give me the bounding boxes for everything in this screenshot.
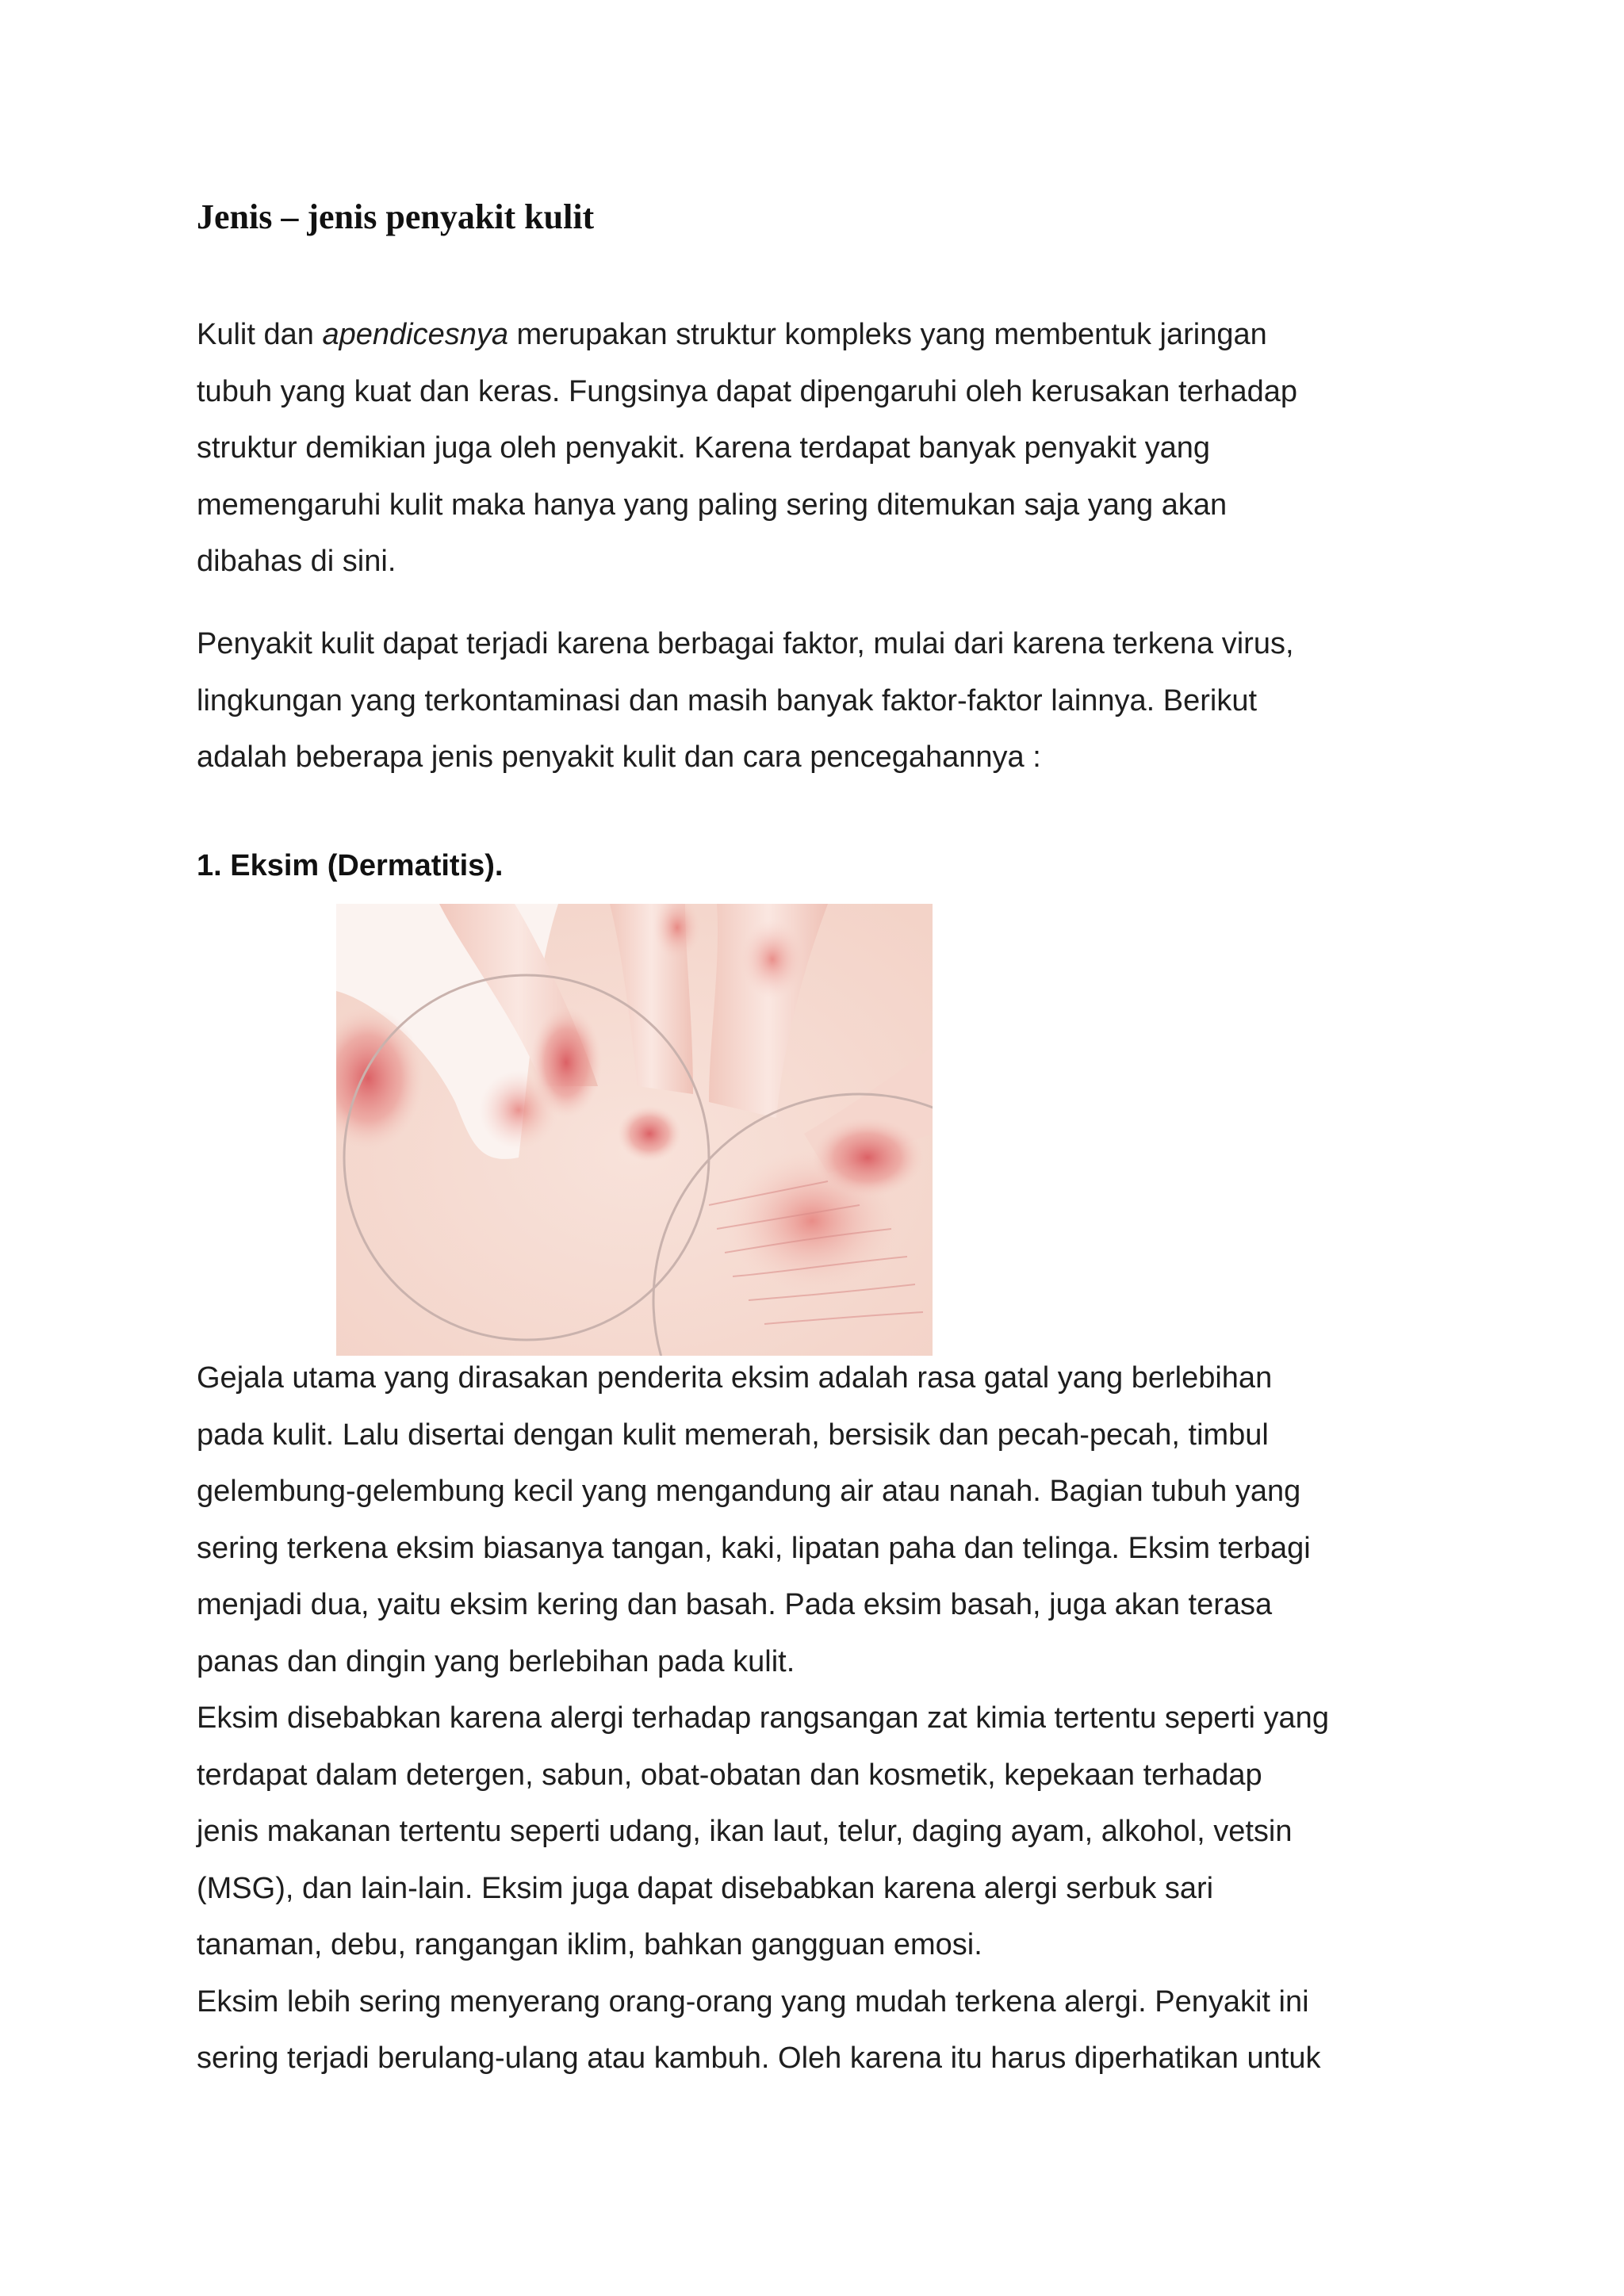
causes-line: Penyakit kulit dapat terjadi karena berbagai faktor, mulai dari karena terkena virus, xyxy=(197,627,1294,660)
causes-line: lingkungan yang terkontaminasi dan masih banyak faktor-faktor lainnya. Berikut xyxy=(197,683,1258,718)
causes-line: adalah beberapa jenis penyakit kulit dan cara pencegahannya : xyxy=(197,740,1041,774)
eczema-hand-image xyxy=(336,904,933,1356)
rash-area xyxy=(479,1070,558,1150)
eksim-line: Eksim lebih sering menyerang orang-orang yang mudah terkena alergi. Penyakit ini xyxy=(197,1984,1309,2019)
intro-text: merupakan struktur kompleks yang membentuk jaringan xyxy=(508,318,1267,351)
rash-area xyxy=(812,1118,923,1197)
eksim-line: pada kulit. Lalu disertai dengan kulit memerah, bersisik dan pecah-pecah, timbul xyxy=(197,1418,1269,1452)
causes-paragraph xyxy=(197,616,1434,786)
eksim-line: gelembung-gelembung kecil yang mengandung air atau nanah. Bagian tubuh yang xyxy=(197,1475,1301,1508)
intro-line xyxy=(197,307,1434,364)
intro-line: struktur demikian juga oleh penyakit. Karena terdapat banyak penyakit yang xyxy=(197,431,1211,465)
eksim-line: sering terkena eksim biasanya tangan, kaki, lipatan paha dan telinga. Eksim terbagi xyxy=(197,1531,1311,1565)
rash-area xyxy=(741,920,804,999)
eksim-line: jenis makanan tertentu seperti udang, ikan laut, telur, daging ayam, alkohol, vetsin xyxy=(197,1815,1293,1848)
intro-line: dibahas di sini. xyxy=(197,545,396,578)
eksim-line: panas dan dingin yang berlebihan pada kulit. xyxy=(197,1644,795,1678)
page-title: Jenis – jenis penyakit kulit xyxy=(197,197,595,236)
eksim-line: Gejala utama yang dirasakan penderita eksim adalah rasa gatal yang berlebihan xyxy=(197,1361,1273,1395)
intro-line: tubuh yang kuat dan keras. Fungsinya dapat dipengaruhi oleh kerusakan terhadap xyxy=(197,374,1297,408)
eksim-line: sering terjadi berulang-ulang atau kambuh. Oleh karena itu harus diperhatikan untuk xyxy=(197,2042,1321,2075)
eksim-line: menjadi dua, yaitu eksim kering dan basah. Pada eksim basah, juga akan terasa xyxy=(197,1588,1273,1621)
intro-italic-term: apendicesnya xyxy=(322,318,508,351)
eksim-line: Eksim disebabkan karena alergi terhadap rangsangan zat kimia tertentu seperti yang xyxy=(197,1701,1329,1735)
eksim-line: (MSG), dan lain-lain. Eksim juga dapat disebabkan karena alergi serbuk sari xyxy=(197,1871,1214,1905)
rash-area xyxy=(618,1106,681,1161)
eksim-paragraph xyxy=(197,1350,1434,2087)
section-heading-eksim: 1. Eksim (Dermatitis). xyxy=(197,849,504,882)
intro-paragraph xyxy=(197,307,1434,591)
eksim-line: tanaman, debu, rangangan iklim, bahkan gangguan emosi. xyxy=(197,1928,982,1961)
hand-illustration xyxy=(336,904,933,1356)
eksim-line: terdapat dalam detergen, sabun, obat-obatan dan kosmetik, kepekaan terhadap xyxy=(197,1758,1262,1792)
intro-text: Kulit dan xyxy=(197,318,323,351)
intro-line: memengaruhi kulit maka hanya yang paling sering ditemukan saja yang akan xyxy=(197,488,1228,522)
